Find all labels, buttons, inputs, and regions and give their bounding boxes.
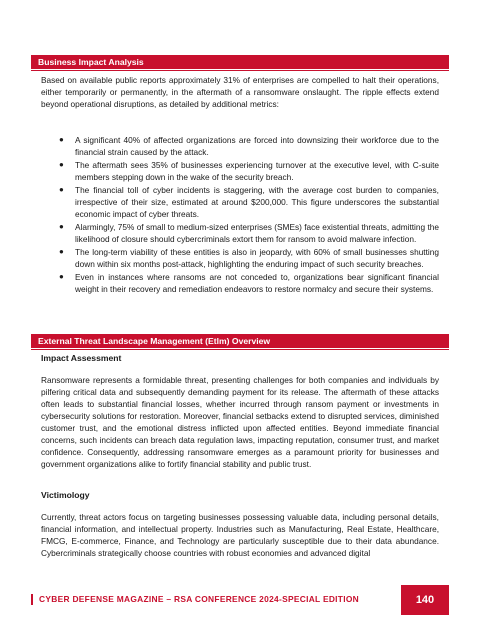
list-item: ● Even in instances where ransoms are not conceded to, organizations bear significant financial weight in their recovery and remediation endeavors to restore normalcy and secure their systems.	[59, 272, 439, 294]
bullet-icon: ●	[59, 272, 64, 281]
page-number: 140	[401, 585, 449, 615]
list-item: ● A significant 40% of affected organizations are forced into downsizing their workforce due to the financial strain caused by the attack.	[59, 135, 439, 157]
intro-paragraph: Based on available public reports approximately 31% of enterprises are compelled to halt their operations, either temporarily or permanently, in the aftermath of a ransomware onslaught. The ripple effects extend beyond operational disruptions, as detailed by additional metrics:	[41, 75, 439, 109]
footer-accent-rule	[31, 594, 33, 605]
list-item: ● The aftermath sees 35% of businesses experiencing turnover at the executive level, with C-suite members stepping down in the wake of the security breach.	[59, 160, 439, 182]
list-item: ● Alarmingly, 75% of small to medium-sized enterprises (SMEs) face existential threats, admitting the likelihood of closure should cybercriminals extort them for ransom to avoid malware infection.	[59, 222, 439, 244]
section-title: Business Impact Analysis	[38, 57, 144, 67]
magazine-title: CYBER DEFENSE MAGAZINE – RSA CONFERENCE 2024-SPECIAL EDITION	[39, 594, 360, 604]
list-item: ● The long-term viability of these entities is also in jeopardy, with 60% of small businesses shutting down within six months post-attack, highlighting the enduring impact of such security breaches.	[59, 247, 439, 269]
section-title: External Threat Landscape Management (Etlm) Overview	[38, 336, 271, 346]
impact-metrics-list	[41, 134, 439, 296]
section-header-business-impact	[31, 55, 449, 70]
impact-assessment-heading: Impact Assessment	[41, 353, 122, 363]
bullet-icon: ●	[59, 135, 64, 144]
bullet-icon: ●	[59, 185, 64, 194]
page-footer	[31, 585, 449, 615]
section-header-etlm	[31, 334, 449, 349]
victimology-heading: Victimology	[41, 490, 90, 500]
bullet-icon: ●	[59, 247, 64, 256]
impact-assessment-paragraph: Ransomware represents a formidable threat, presenting challenges for both companies and individuals by pilfering critical data and subsequently demanding payment for its release. The aftermath of these attacks often leads to substantial financial losses, whether incurred through ransom payment or investments in cybersecurity solutions for restoration. Moreover, financial setbacks extend to disrupted services, diminished customer trust, and the emotional distress inflicted upon affected entities. Beyond immediate financial concerns, such incidents can breach data regulation laws, impacting reputation, consumer trust, and market confidence. Consequently, addressing ransomware emerges as a paramount priority for businesses and government organizations alike to fortify financial stability and public trust.	[41, 375, 439, 469]
victimology-paragraph: Currently, threat actors focus on targeting businesses possessing valuable data, including personal details, financial information, and intellectual property. Industries such as Manufacturing, Real Estate, Healthcare, FMCG, E-commerce, Finance, and Technology are particularly susceptible due to their data abundance. Cybercriminals strategically choose countries with robust economies and advanced digital	[41, 512, 439, 558]
bullet-icon: ●	[59, 160, 64, 169]
list-item: ● The financial toll of cyber incidents is staggering, with the average cost burden to companies, irrespective of their size, estimated at around $200,000. This figure underscores the substantial economic impact of cyber threats.	[59, 185, 439, 219]
bullet-icon: ●	[59, 222, 64, 231]
